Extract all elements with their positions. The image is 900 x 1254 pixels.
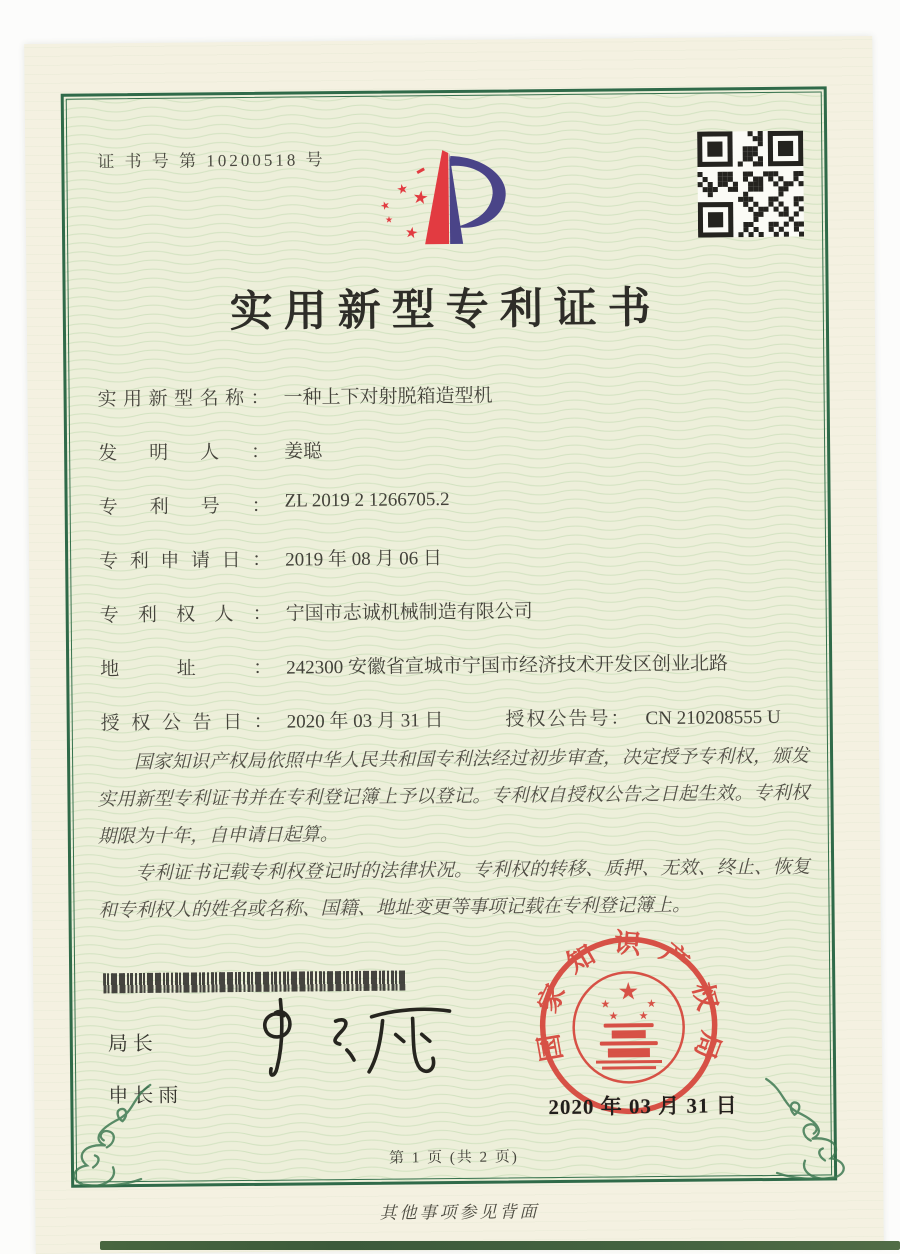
- field-value: 宁国市志诚机械制造有限公司: [285, 601, 533, 625]
- national-emblem-icon: [573, 972, 684, 1083]
- field-label: 专利申请日：: [99, 549, 272, 573]
- svg-text:★: ★: [608, 1010, 619, 1023]
- field-label: 地址：: [100, 657, 273, 681]
- field-value: 一种上下对射脱箱造型机: [283, 385, 493, 409]
- svg-text:★: ★: [411, 186, 430, 209]
- field-row: [99, 540, 799, 601]
- field-row: [97, 378, 797, 439]
- seal-text: 国家知识产权局: [530, 927, 728, 1080]
- field-value: 2019 年 08 月 06 日: [285, 548, 443, 571]
- legal-paragraph: 专利证书记载专利权登记时的法律状况。专利权的转移、质押、无效、终止、恢复和专利权人的姓名或名称、国籍、地址变更等事项记载在专利登记簿上。: [98, 857, 811, 922]
- svg-text:★: ★: [384, 214, 394, 225]
- page-number: 第 1 页 (共 2 页): [388, 1149, 519, 1167]
- certificate-number: 证 书 号 第 10200518 号: [97, 150, 326, 172]
- svg-text:★: ★: [378, 198, 393, 214]
- field-list: [97, 378, 801, 763]
- grant-number-label: 授权公告号：: [505, 708, 632, 731]
- field-value: ZL 2019 2 1266705.2: [284, 489, 450, 512]
- svg-text:★: ★: [646, 998, 657, 1011]
- svg-text:★: ★: [638, 1010, 649, 1023]
- field-label: 发明人：: [98, 441, 271, 465]
- field-label: 实用新型名称：: [97, 387, 270, 411]
- svg-text:★: ★: [395, 180, 410, 198]
- field-value: 姜聪: [284, 441, 323, 463]
- corner-flourish-left-icon: [62, 1081, 158, 1192]
- svg-text:★: ★: [617, 979, 640, 1006]
- field-row: [100, 594, 800, 655]
- barcode: [103, 970, 405, 993]
- legal-text: [97, 739, 811, 931]
- director-signature: [249, 992, 465, 1082]
- field-row: [100, 648, 800, 709]
- legal-paragraph: 国家知识产权局依照中华人民共和国专利法经过初步审查，决定授予专利权，颁发实用新型专利证书并在专利登记簿上予以登记。专利权自授权公告之日起生效。专利权期限为十年，自申请日起算。: [97, 746, 810, 848]
- grant-number-value: CN 210208555 U: [645, 706, 781, 730]
- seal-date: 2020 年 03 月 31 日: [548, 1093, 738, 1120]
- field-label: 专利号：: [98, 495, 271, 519]
- corner-flourish-right-icon: [759, 1074, 855, 1185]
- qr-code: [697, 131, 804, 238]
- cnipa-logo-icon: [361, 127, 542, 259]
- field-label: 专利权人：: [99, 603, 272, 627]
- field-value: 242300 安徽省宣城市宁国市经济技术开发区创业北路: [286, 653, 729, 679]
- certificate-title: 实用新型专利证书: [229, 284, 663, 337]
- grant-date-value: 2020 年 03 月 31 日: [286, 710, 444, 733]
- director-name-label: 申长雨: [108, 1084, 184, 1108]
- director-title-label: 局长: [107, 1032, 158, 1056]
- footer-note: 其他事项参见背面: [379, 1202, 540, 1223]
- field-row: [98, 432, 798, 493]
- svg-text:★: ★: [403, 224, 420, 243]
- svg-text:★: ★: [600, 998, 611, 1011]
- book-edge: [100, 1241, 900, 1250]
- grant-date-label: 授权公告日：: [100, 711, 273, 735]
- field-row: [99, 486, 799, 547]
- certificate-paper: [24, 36, 884, 1254]
